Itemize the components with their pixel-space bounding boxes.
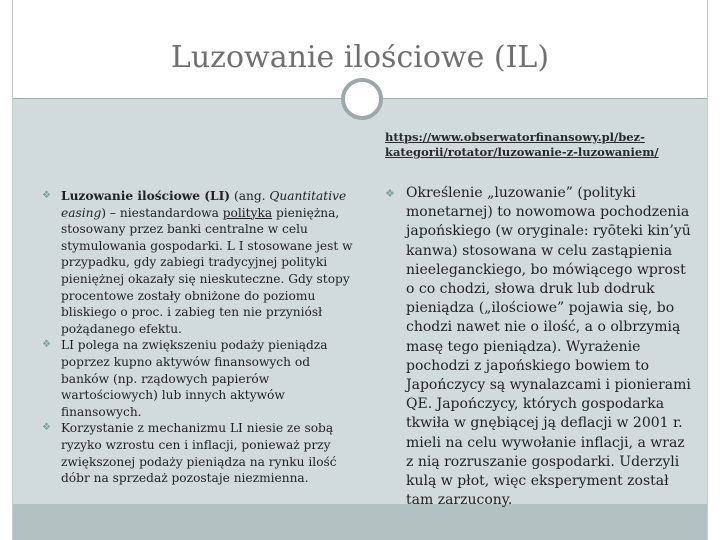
- left-bullet-3-text: Korzystanie z mechanizmu LI niesie ze sobą ryzyko wzrostu cen i inflacji, ponieważ przy zwiększonej podaży pieniądza na rynku ilość dóbr na sprzedaż pozostaje niezmienna.: [61, 421, 337, 486]
- left-bullet-1: [40, 188, 360, 337]
- paren-open: (ang.: [230, 189, 270, 203]
- left-bullet-3: [40, 420, 360, 486]
- right-bullet-1: [383, 184, 693, 510]
- left-bullet-2-text: LI polega na zwiększeniu podaży pieniądza poprzez kupno aktywów finansowych od banków (np. rządowych papierów wartościowych) lub innych aktywów finansowych.: [61, 338, 328, 419]
- slide-title: Luzowanie ilościowe (IL): [170, 40, 550, 75]
- bullet-marker-icon: ❖: [385, 187, 395, 200]
- bullet-marker-icon: ❖: [42, 190, 51, 201]
- right-column: [383, 184, 693, 510]
- definition-rest: pieniężna, stosowany przez banki centralne w celu stymulowania gospodarki. L I stosowane jest w przypadku, gdy zabiegi tradycyjnej polityki pieniężnej okazały się nieskuteczne. Gdy stopy procentowe zostały obniżone do poziomu bliskiego o proc. i zabieg ten nie przyniósł pożądanego efektu.: [61, 205, 353, 336]
- definition-start: ) – niestandardowa: [101, 205, 223, 220]
- polityka-link[interactable]: polityka: [222, 205, 273, 220]
- left-bullet-2: [40, 337, 360, 420]
- term-quantitative-easing: Luzowanie ilościowe (LI): [61, 189, 231, 203]
- bullet-marker-icon: ❖: [42, 339, 51, 351]
- english-term: Quantitative easing: [61, 189, 347, 220]
- source-link[interactable]: https://www.obserwatorfinansowy.pl/bez-kategorii/rotator/luzowanie-z-luzowaniem/: [385, 130, 659, 159]
- left-column: [40, 188, 360, 487]
- bullet-marker-icon: ❖: [42, 422, 51, 434]
- right-bullet-1-text: Określenie „luzowanie” (polityki monetarnej) to nowomowa pochodzenia japońskiego (w oryginale: ryōteki kin’yū kanwa) stosowana w celu zastąpienia nieeleganckiego, bo mówiącego wprost o co chodzi, słowa druk lub dodruk pieniądza („ilościowe” pojawia się, bo chodzi nawet nie o ilość, a o olbrzymią masę tego pieniądza). Wyrażenie pochodzi z japońskiego bowiem to Japończycy są wynalazcami i pionierami QE. Japończycy, których gospodarka tkwiła w gnębiącej ją deflacji w 2001 r. mieli na celu wywołanie inflacji, a wraz z nią rozruszanie gospodarki. Uderzyli kulą w płot, więc eksperyment został tam zarzucony.: [406, 185, 691, 509]
